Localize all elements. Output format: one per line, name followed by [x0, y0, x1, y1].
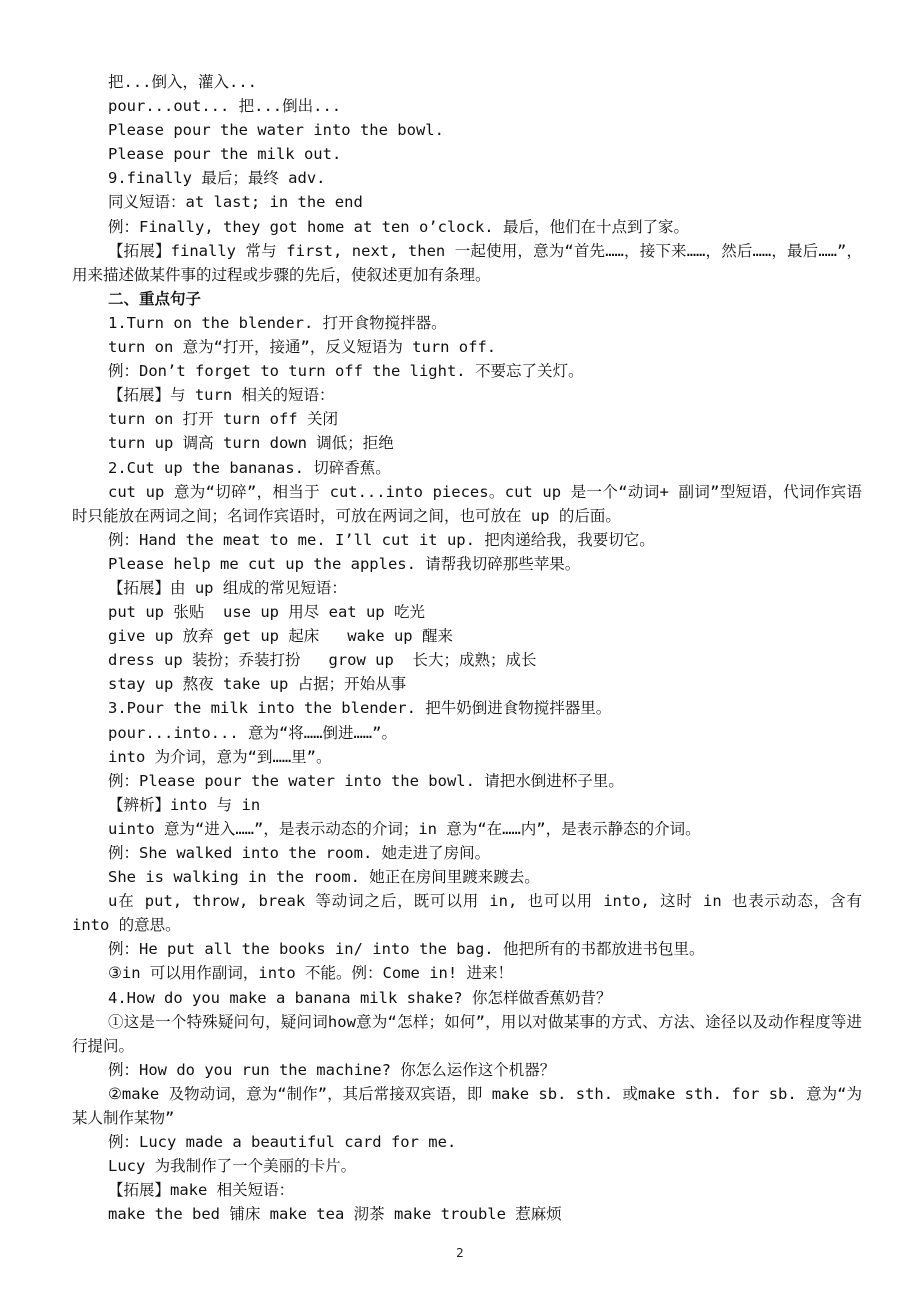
example-line: 例：Finally, they got home at ten o’clock. 最后，他们在十点到了家。: [108, 217, 689, 236]
vocab-heading-finally: 9.finally 最后；最终 adv.: [108, 169, 326, 188]
explanation-paragraph: ②make 及物动词，意为“制作”，其后常接双宾语，即 make sb. sth. 或make sth. for sb. 意为“为某人制作某物”: [72, 1084, 862, 1128]
section-heading-key-sentences: 二、重点句子: [108, 289, 202, 308]
text-line: into 为介词，意为“到……里”。: [108, 747, 332, 766]
text-line: pour...into... 意为“将……倒进……”。: [108, 723, 397, 742]
extension-heading: 【拓展】与 turn 相关的短语：: [108, 386, 335, 405]
text-line: She is walking in the room. 她正在房间里踱来踱去。: [108, 868, 540, 887]
extension-heading: 【拓展】由 up 组成的常见短语：: [108, 578, 347, 597]
phrase-line: turn on 打开 turn off 关闭: [108, 410, 338, 429]
phrase-line: dress up 装扮；乔装打扮 grow up 长大；成熟；成长: [108, 651, 537, 670]
sentence-heading-4: 4.How do you make a banana milk shake? 你怎样做香蕉奶昔？: [108, 988, 612, 1007]
sentence-heading-1: 1.Turn on the blender. 打开食物搅拌器。: [108, 313, 447, 332]
analysis-heading: 【辨析】into 与 in: [108, 795, 261, 814]
sentence-heading-3: 3.Pour the milk into the blender. 把牛奶倒进食物搅拌器里。: [108, 699, 612, 718]
text-line: 同义短语：at last; in the end: [108, 193, 363, 212]
text-line: Please help me cut up the apples. 请帮我切碎那些苹果。: [108, 554, 581, 573]
example-line: 例：Lucy made a beautiful card for me.: [108, 1133, 457, 1152]
text-line: Please pour the milk out.: [108, 145, 342, 164]
text-line: pour...out... 把...倒出...: [108, 97, 342, 116]
example-line: 例：He put all the books in/ into the bag. 他把所有的书都放进书包里。: [108, 940, 705, 959]
text-line: 把...倒入，灌入...: [108, 73, 257, 91]
phrase-line: put up 张贴 use up 用尽 eat up 吃光: [108, 603, 425, 622]
explanation-paragraph: u在 put, throw, break 等动词之后，既可以用 in, 也可以用 into, 这时 in 也表示动态，含有 into 的意思。: [72, 892, 862, 935]
text-line: Lucy 为我制作了一个美丽的卡片。: [108, 1157, 357, 1176]
phrase-line: turn up 调高 turn down 调低；拒绝: [108, 434, 394, 453]
example-line: 例：Don’t forget to turn off the light. 不要忘了关灯。: [108, 362, 584, 381]
page-content: [72, 70, 862, 1227]
explanation-paragraph: ①这是一个特殊疑问句，疑问词how意为“怎样；如何”，用以对做某事的方式、方法、途径以及动作程度等进行提问。: [72, 1012, 862, 1055]
sentence-heading-2: 2.Cut up the bananas. 切碎香蕉。: [108, 458, 391, 477]
page-number: 2: [456, 1246, 464, 1260]
text-line: turn on 意为“打开，接通”，反义短语为 turn off.: [108, 338, 497, 357]
example-line: 例：Hand the meat to me. I’ll cut it up. 把肉递给我，我要切它。: [108, 530, 655, 549]
text-line: uinto 意为“进入……”，是表示动态的介词；in 意为“在……内”，是表示静态的介词。: [108, 819, 701, 838]
text-line: ③in 可以用作副词，into 不能。例：Come in! 进来！: [108, 964, 514, 983]
example-line: 例：How do you run the machine? 你怎么运作这个机器？: [108, 1060, 556, 1079]
phrase-line: give up 放弃 get up 起床 wake up 醒来: [108, 627, 453, 646]
example-line: 例：She walked into the room. 她走进了房间。: [108, 844, 491, 862]
explanation-paragraph: cut up 意为“切碎”，相当于 cut...into pieces。cut up 是一个“动词+ 副词”型短语，代词作宾语时只能放在两词之间；名词作宾语时，可放在两词之间，也可放在 up 的后面。: [72, 482, 862, 525]
phrase-line: make the bed 铺床 make tea 沏茶 make trouble 惹麻烦: [108, 1205, 562, 1224]
extension-heading: 【拓展】make 相关短语：: [108, 1181, 295, 1200]
phrase-line: stay up 熬夜 take up 占据；开始从事: [108, 675, 407, 694]
example-line: 例：Please pour the water into the bowl. 请把水倒进杯子里。: [108, 771, 624, 790]
text-line: Please pour the water into the bowl.: [108, 121, 444, 140]
extension-paragraph: 【拓展】finally 常与 first, next, then 一起使用，意为“首先……，接下来……，然后……，最后……”，用来描述做某件事的过程或步骤的先后，使叙述更加有条理。: [72, 241, 862, 284]
